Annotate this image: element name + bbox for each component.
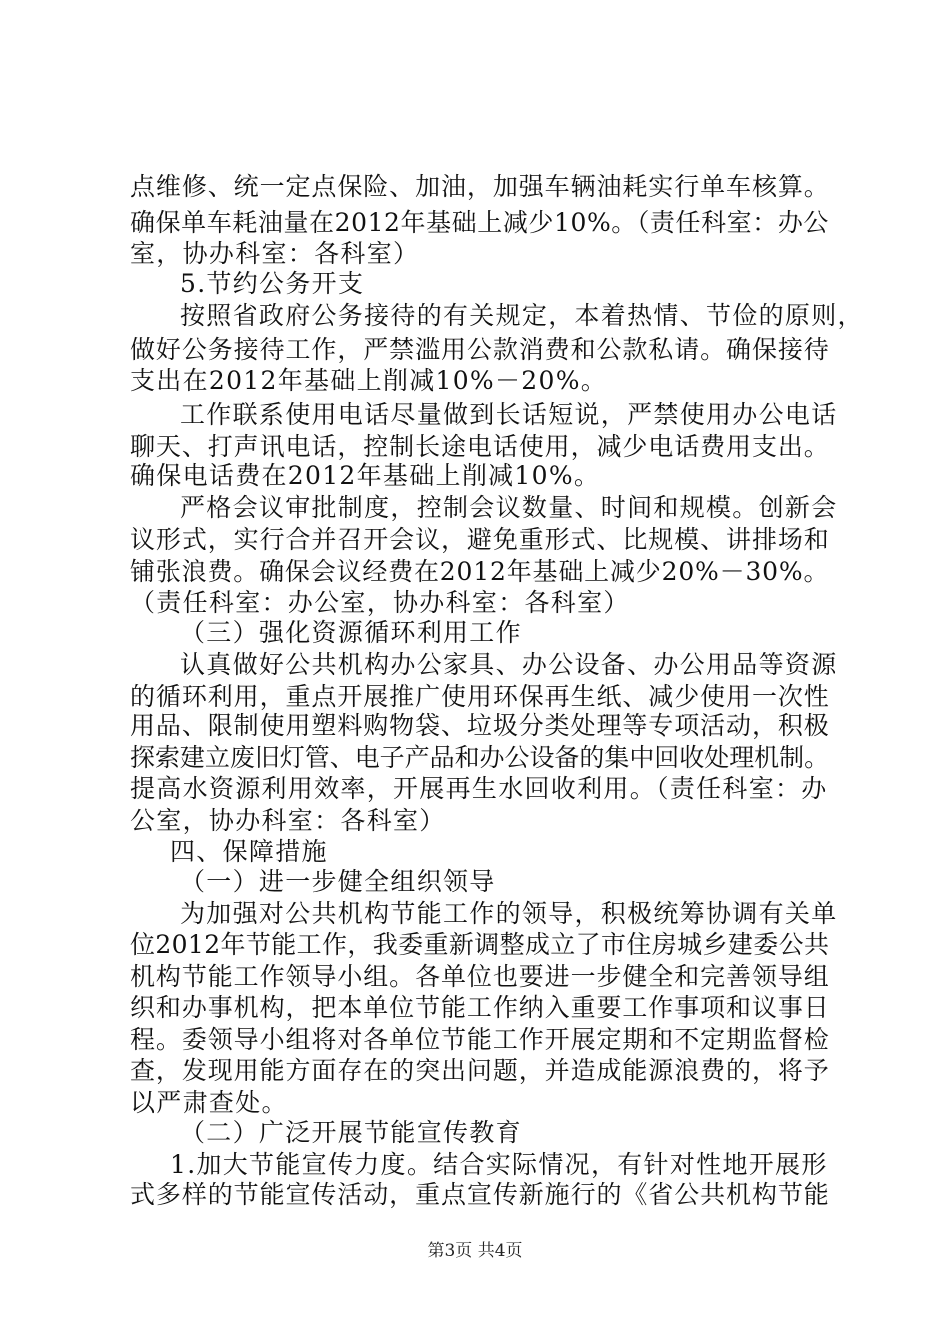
text-line: 严格会议审批制度，控制会议数量、时间和规模。创新会 xyxy=(180,493,838,522)
text-line: 聊天、打声讯电话，控制长途电话使用，减少电话费用支出。 xyxy=(130,432,830,461)
page-footer: 第3页 共4页 xyxy=(427,1241,523,1261)
text-line: 公室，协办科室：各科室） xyxy=(130,806,446,835)
text-line: （责任科室：办公室，协办科室：各科室） xyxy=(130,588,630,617)
text-line: 确保电话费在2012年基础上削减10%。 xyxy=(130,461,601,490)
text-line: 式多样的节能宣传活动，重点宣传新施行的《省公共机构节能 xyxy=(130,1180,830,1209)
text-line: 铺张浪费。确保会议经费在2012年基础上减少20%－30%。 xyxy=(130,557,830,586)
text-line: 确保单车耗油量在2012年基础上减少10%。（责任科室：办公 xyxy=(130,208,829,237)
text-line: （二）广泛开展节能宣传教育 xyxy=(180,1118,522,1147)
text-line: 1.加大节能宣传力度。结合实际情况，有针对性地开展形 xyxy=(170,1150,828,1179)
text-line: 探索建立废旧灯管、电子产品和办公设备的集中回收处理机制。 xyxy=(130,743,830,772)
text-line: 室，协办科室：各科室） xyxy=(130,239,420,268)
text-line: 以严肃查处。 xyxy=(130,1088,288,1117)
text-line: 的循环利用，重点开展推广使用环保再生纸、减少使用一次性 xyxy=(130,682,830,711)
text-line: 机构节能工作领导小组。各单位也要进一步健全和完善领导组 xyxy=(130,962,830,991)
text-line: 认真做好公共机构办公家具、办公设备、办公用品等资源 xyxy=(180,650,838,679)
text-line: 程。委领导小组将对各单位节能工作开展定期和不定期监督检 xyxy=(130,1025,830,1054)
text-line: 位2012年节能工作，我委重新调整成立了市住房城乡建委公共 xyxy=(130,930,830,959)
text-line: 提高水资源利用效率，开展再生水回收利用。（责任科室：办 xyxy=(130,774,828,803)
text-line: 工作联系使用电话尽量做到长话短说，严禁使用办公电话 xyxy=(180,400,838,429)
text-line: 点维修、统一定点保险、加油，加强车辆油耗实行单车核算。 xyxy=(130,172,830,201)
text-line: 5.节约公务开支 xyxy=(180,269,365,298)
text-line: （一）进一步健全组织领导 xyxy=(180,867,496,896)
text-line: 查，发现用能方面存在的突出问题，并造成能源浪费的，将予 xyxy=(130,1056,830,1085)
text-line: 四、保障措施 xyxy=(170,837,328,866)
text-line: 支出在2012年基础上削减10%－20%。 xyxy=(130,366,608,395)
text-line: 为加强对公共机构节能工作的领导，积极统筹协调有关单 xyxy=(180,899,838,928)
text-line: 按照省政府公务接待的有关规定，本着热情、节俭的原则， xyxy=(180,301,864,330)
text-line: （三）强化资源循环利用工作 xyxy=(180,618,522,647)
text-line: 做好公务接待工作，严禁滥用公款消费和公款私请。确保接待 xyxy=(130,335,830,364)
text-line: 议形式，实行合并召开会议，避免重形式、比规模、讲排场和 xyxy=(130,525,830,554)
text-line: 用品、限制使用塑料购物袋、垃圾分类处理等专项活动，积极 xyxy=(130,711,830,740)
text-line: 织和办事机构，把本单位节能工作纳入重要工作事项和议事日 xyxy=(130,993,830,1022)
